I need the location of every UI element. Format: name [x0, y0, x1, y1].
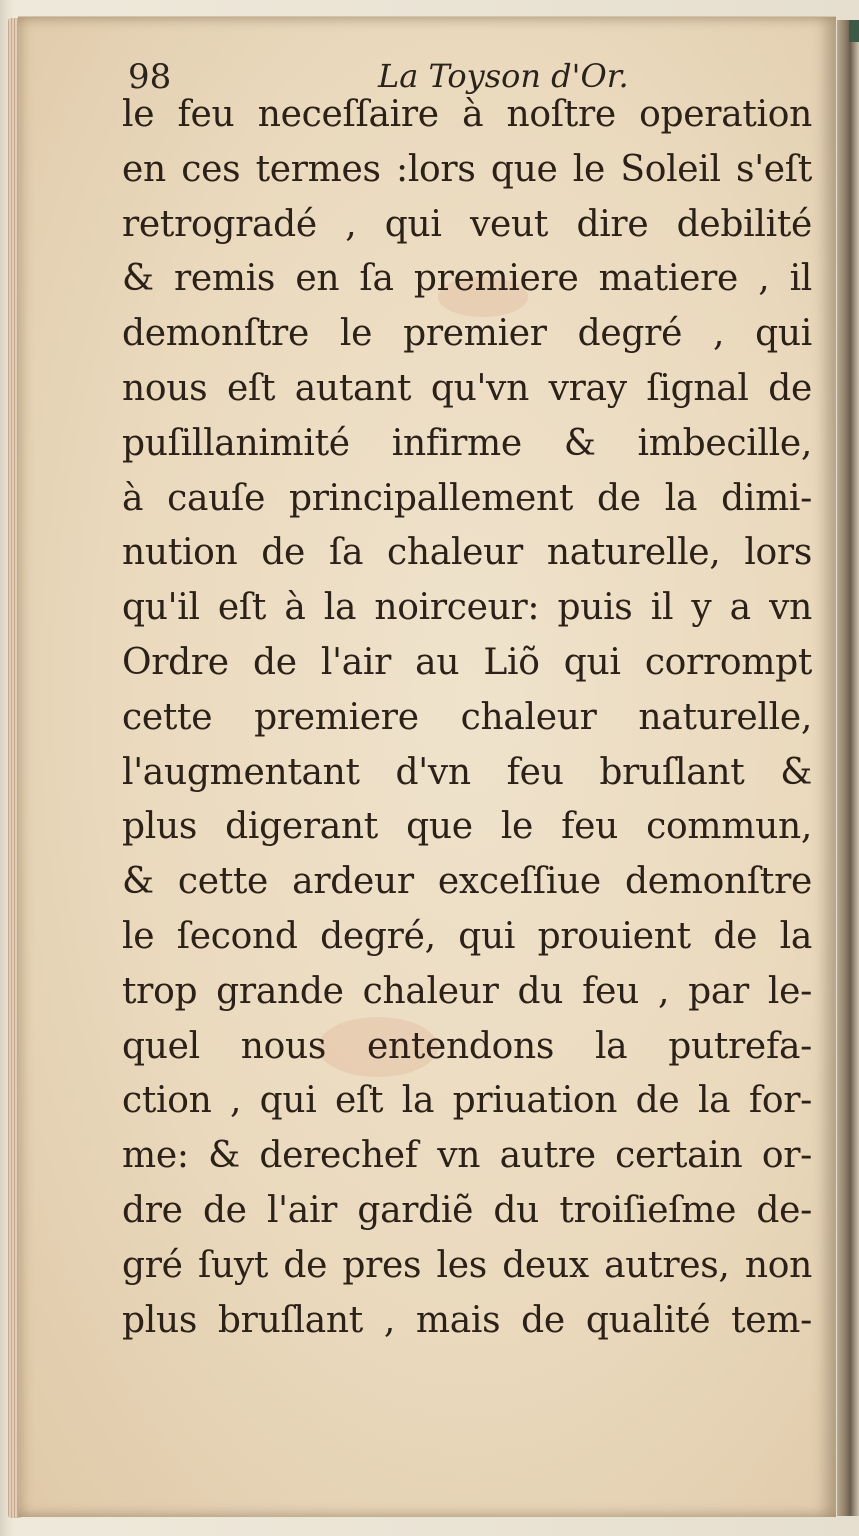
body-text	[122, 88, 812, 1348]
text-line: l'augmentant d'vn feu bruſlant &	[122, 751, 812, 793]
text-line: nous eſt autant qu'vn vray ſignal de	[122, 367, 812, 409]
text-line: demonſtre le premier degré , qui	[122, 313, 812, 355]
text-line: & remis en ſa premiere matiere , il	[122, 258, 812, 300]
text-line: plus digerant que le feu commun,	[122, 806, 812, 848]
text-line: qu'il eſt à la noirceur: puis il y a vn	[122, 587, 812, 629]
text-line: quel nous entendons la putrefa-	[122, 1025, 812, 1067]
text-line: me: & derechef vn autre certain or-	[122, 1135, 812, 1177]
text-line: Ordre de l'air au Liõ qui corrompt	[122, 641, 812, 683]
running-title: La Toyson d'Or.	[378, 57, 629, 95]
text-line: trop grande chaleur du feu , par le-	[122, 970, 812, 1012]
text-line: plus bruſlant , mais de qualité tem-	[122, 1299, 812, 1341]
text-line: gré ſuyt de pres les deux autres, non	[122, 1244, 812, 1286]
text-line: à cauſe principallement de la dimi-	[122, 477, 812, 519]
page-number: 98	[128, 57, 172, 97]
text-line: le ſecond degré, qui prouient de la	[122, 915, 812, 957]
text-line: en ces termes :lors que le Soleil s'eſt	[122, 148, 812, 190]
text-line: dre de l'air gardiẽ du troiſieſme de-	[122, 1189, 812, 1231]
text-line: puſillanimité infirme & imbecille,	[122, 422, 812, 464]
text-line: retrogradé , qui veut dire debilité	[122, 203, 812, 245]
text-line: & cette ardeur exceſſiue demonſtre	[122, 861, 812, 903]
book-cover-edge-right	[837, 20, 859, 1516]
text-line: ction , qui eſt la priuation de la for-	[122, 1080, 812, 1122]
text-line: cette premiere chaleur naturelle,	[122, 696, 812, 738]
bookmark-tab	[849, 20, 859, 42]
text-line: nution de ſa chaleur naturelle, lors	[122, 532, 812, 574]
text-line: le feu neceſſaire à noſtre operation	[122, 94, 812, 135]
